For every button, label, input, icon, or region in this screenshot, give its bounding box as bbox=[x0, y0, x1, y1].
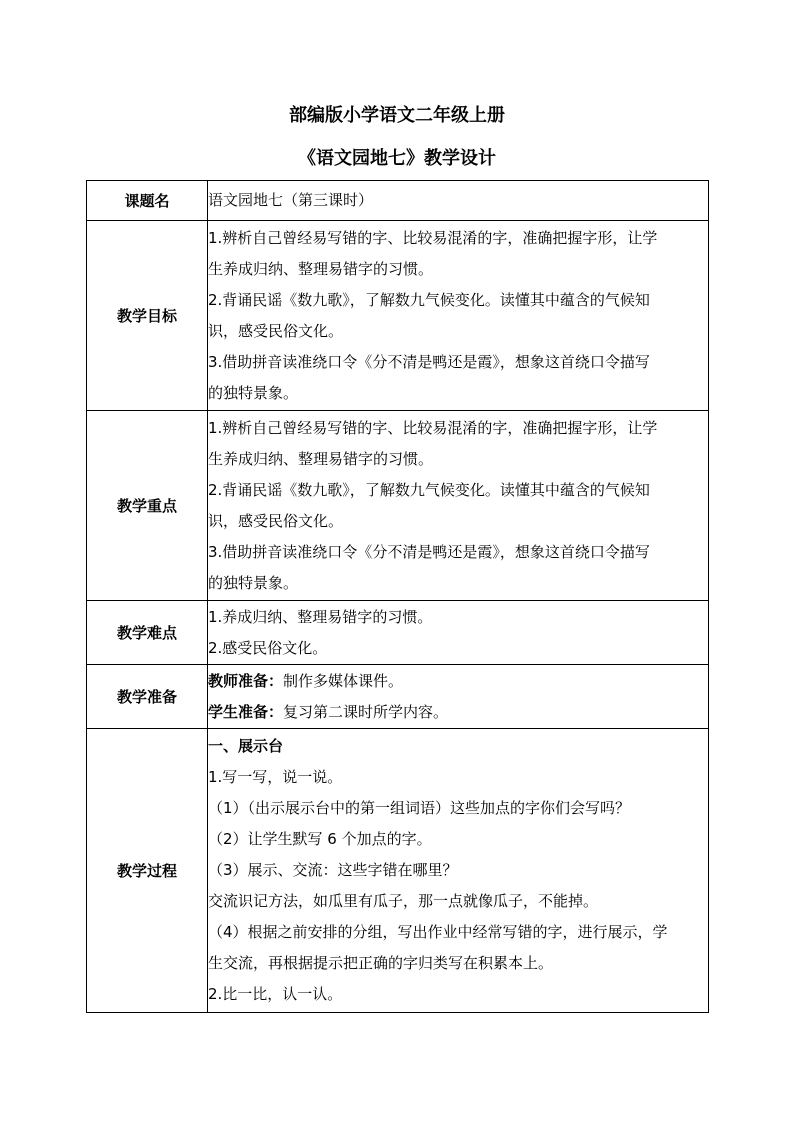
process-line: （3）展示、交流：这些字错在哪里？ bbox=[208, 861, 458, 879]
teacher-preparation-label: 教师准备： bbox=[208, 671, 284, 690]
table-row-process bbox=[87, 729, 709, 1013]
process-content bbox=[208, 729, 709, 1013]
key-points-content bbox=[208, 411, 709, 601]
key-points-label: 教学重点 bbox=[87, 411, 208, 601]
process-line: 2.比一比，认一认。 bbox=[208, 985, 343, 1003]
table-row-difficulties bbox=[87, 601, 709, 665]
table-row-topic bbox=[87, 181, 709, 221]
key-points-line: 1.辨析自己曾经易写错的字、比较易混淆的字，准确把握字形，让学 bbox=[208, 418, 658, 437]
table-row-key-points bbox=[87, 411, 709, 601]
preparation-label: 教学准备 bbox=[87, 665, 208, 729]
preparation-content bbox=[208, 665, 709, 729]
key-points-line: 识，感受民俗文化。 bbox=[208, 511, 344, 530]
difficulties-line: 1.养成归纳、整理易错字的习惯。 bbox=[208, 607, 433, 626]
objectives-line: 识，感受民俗文化。 bbox=[208, 321, 344, 340]
process-heading: 一、展示台 bbox=[208, 737, 284, 755]
difficulties-content bbox=[208, 601, 709, 665]
student-preparation-value: 复习第二课时所学内容。 bbox=[283, 702, 449, 721]
topic-label: 课题名 bbox=[87, 181, 208, 221]
teacher-preparation-value: 制作多媒体课件。 bbox=[283, 671, 404, 690]
student-preparation-label: 学生准备： bbox=[208, 702, 284, 721]
objectives-line: 生养成归纳、整理易错字的习惯。 bbox=[208, 259, 434, 278]
student-preparation bbox=[208, 697, 708, 728]
teacher-preparation bbox=[208, 666, 708, 697]
difficulties-line: 2.感受民俗文化。 bbox=[208, 638, 328, 657]
objectives-content bbox=[208, 221, 709, 411]
process-line: （2）让学生默写 6 个加点的字。 bbox=[208, 830, 432, 848]
process-label: 教学过程 bbox=[87, 729, 208, 1013]
difficulties-label: 教学难点 bbox=[87, 601, 208, 665]
topic-value-text: 语文园地七（第三课时） bbox=[208, 191, 374, 209]
objectives-line: 的独特景象。 bbox=[208, 383, 299, 402]
table-row-objectives bbox=[87, 221, 709, 411]
key-points-line: 的独特景象。 bbox=[208, 573, 299, 592]
process-line: 交流识记方法，如瓜里有瓜子，那一点就像瓜子，不能掉。 bbox=[208, 892, 599, 910]
objectives-line: 2.背诵民谣《数九歌》，了解数九气候变化。读懂其中蕴含的气候知 bbox=[208, 290, 650, 309]
process-line: 生交流，再根据提示把正确的字归类写在积累本上。 bbox=[208, 954, 554, 972]
document-subtitle: 《语文园地七》教学设计 bbox=[298, 148, 496, 169]
objectives-line: 3.借助拼音读准绕口令《分不清是鸭还是霞》，想象这首绕口令描写 bbox=[208, 352, 650, 371]
process-line: （4）根据之前安排的分组，写出作业中经常写错的字，进行展示，学 bbox=[208, 923, 668, 941]
key-points-line: 3.借助拼音读准绕口令《分不清是鸭还是霞》，想象这首绕口令描写 bbox=[208, 542, 650, 561]
document-title: 部编版小学语文二年级上册 bbox=[289, 105, 505, 126]
process-line: （1）（出示展示台中的第一组词语）这些加点的字你们会写吗？ bbox=[208, 799, 631, 817]
process-line: 1.写一写，说一说。 bbox=[208, 768, 343, 786]
key-points-line: 生养成归纳、整理易错字的习惯。 bbox=[208, 449, 434, 468]
objectives-line: 1.辨析自己曾经易写错的字、比较易混淆的字，准确把握字形，让学 bbox=[208, 228, 658, 247]
objectives-label: 教学目标 bbox=[87, 221, 208, 411]
key-points-line: 2.背诵民谣《数九歌》，了解数九气候变化。读懂其中蕴含的气候知 bbox=[208, 480, 650, 499]
lesson-plan-table bbox=[86, 180, 709, 1013]
table-row-preparation bbox=[87, 665, 709, 729]
topic-value bbox=[208, 181, 709, 221]
